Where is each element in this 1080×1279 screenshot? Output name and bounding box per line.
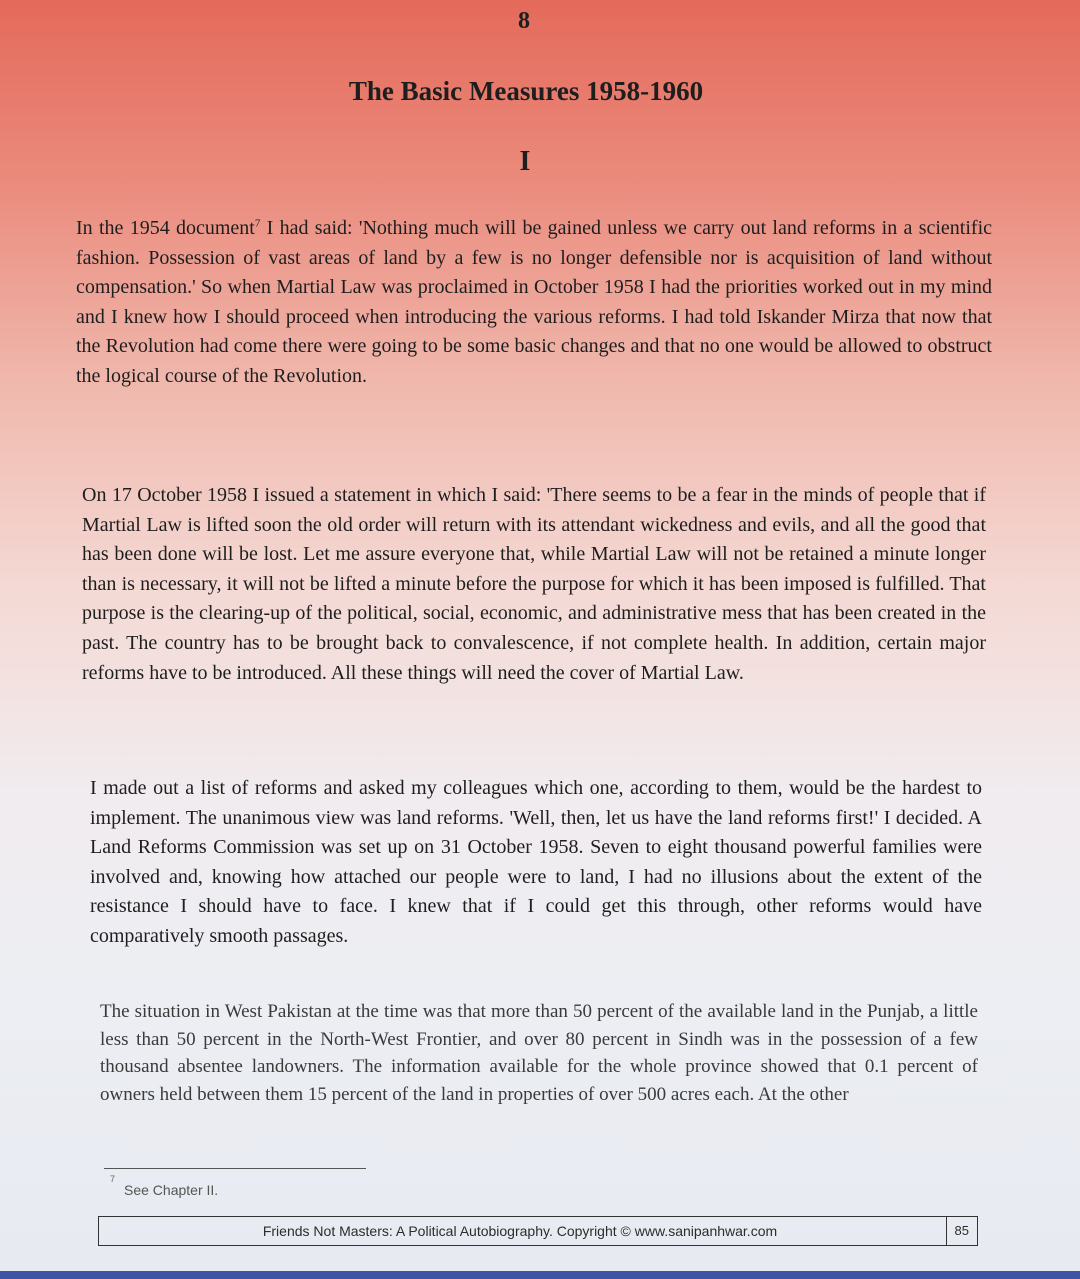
paragraph-4: The situation in West Pakistan at the time was that more than 50 percent of the available land in the Punjab, a little less than 50 percent in the North-West Frontier, and over 80 percent in Sindh was in the possession of a few thousand absentee landowners. The information available for the whole province showed that 0.1 percent of owners held between them 15 percent of the land in properties of over 500 acres each. At the other <box>100 1001 978 1105</box>
paragraph-3: I made out a list of reforms and asked my colleagues which one, according to them, would be the hardest to implement. The unanimous view was land reforms. 'Well, then, let us have the land reforms first!' I decided. A Land Reforms Commission was set up on 31 October 1958. Seven to eight thousand powerful families were involved and, knowing how attached our people were to land, I had no illusions about the extent of the resistance I should have to face. I knew that if I could get this through, other reforms would have comparatively smooth passages. <box>90 777 982 947</box>
chapter-number: 8 <box>518 8 530 34</box>
screen-bottom-edge <box>0 1271 1080 1279</box>
footer-divider <box>946 1217 947 1245</box>
footnote-marker: 7 <box>110 1174 116 1184</box>
page-footer <box>98 1216 978 1246</box>
footnote-reference: 7 <box>254 217 261 230</box>
footnote-text: See Chapter II. <box>124 1182 219 1198</box>
paragraph-1 <box>76 214 992 392</box>
chapter-title: The Basic Measures 1958-1960 <box>348 76 704 106</box>
footnote-divider <box>104 1168 366 1169</box>
page-number: 85 <box>954 1223 969 1238</box>
section-numeral: I <box>519 146 531 177</box>
paragraph-2: On 17 October 1958 I issued a statement in which I said: 'There seems to be a fear in the minds of people that if Martial Law is lifted soon the old order will return with its attendant wickedness and evils, and all the good that has been done will be lost. Let me assure everyone that, while Martial Law will not be retained a minute longer than is necessary, it will not be lifted a minute before the purpose for which it has been imposed is fulfilled. That purpose is the clearing-up of the political, social, economic, and administrative mess that has been created in the past. The country has to be brought back to convalescence, if not complete health. In addition, certain major reforms have to be introduced. All these things will need the cover of Martial Law. <box>82 484 986 684</box>
footer-copyright: Friends Not Masters: A Political Autobiography. Copyright © www.sanipanhwar.com <box>262 1223 778 1239</box>
paragraph-1-lead: In the 1954 document <box>76 217 255 239</box>
paragraph-1-rest: I had said: 'Nothing much will be gained unless we carry out land reforms in a scientific fashion. Possession of vast areas of land by a few is no longer defensible nor is acquisition of land without compensation.' So when Martial Law was proclaimed in October 1958 I had the priorities worked out in my mind and I knew how I should proceed when introducing the various reforms. I had told Iskander Mirza that now that the Revolution had come there were going to be some basic changes and that no one would be allowed to obstruct the logical course of the Revolution. <box>76 217 992 387</box>
